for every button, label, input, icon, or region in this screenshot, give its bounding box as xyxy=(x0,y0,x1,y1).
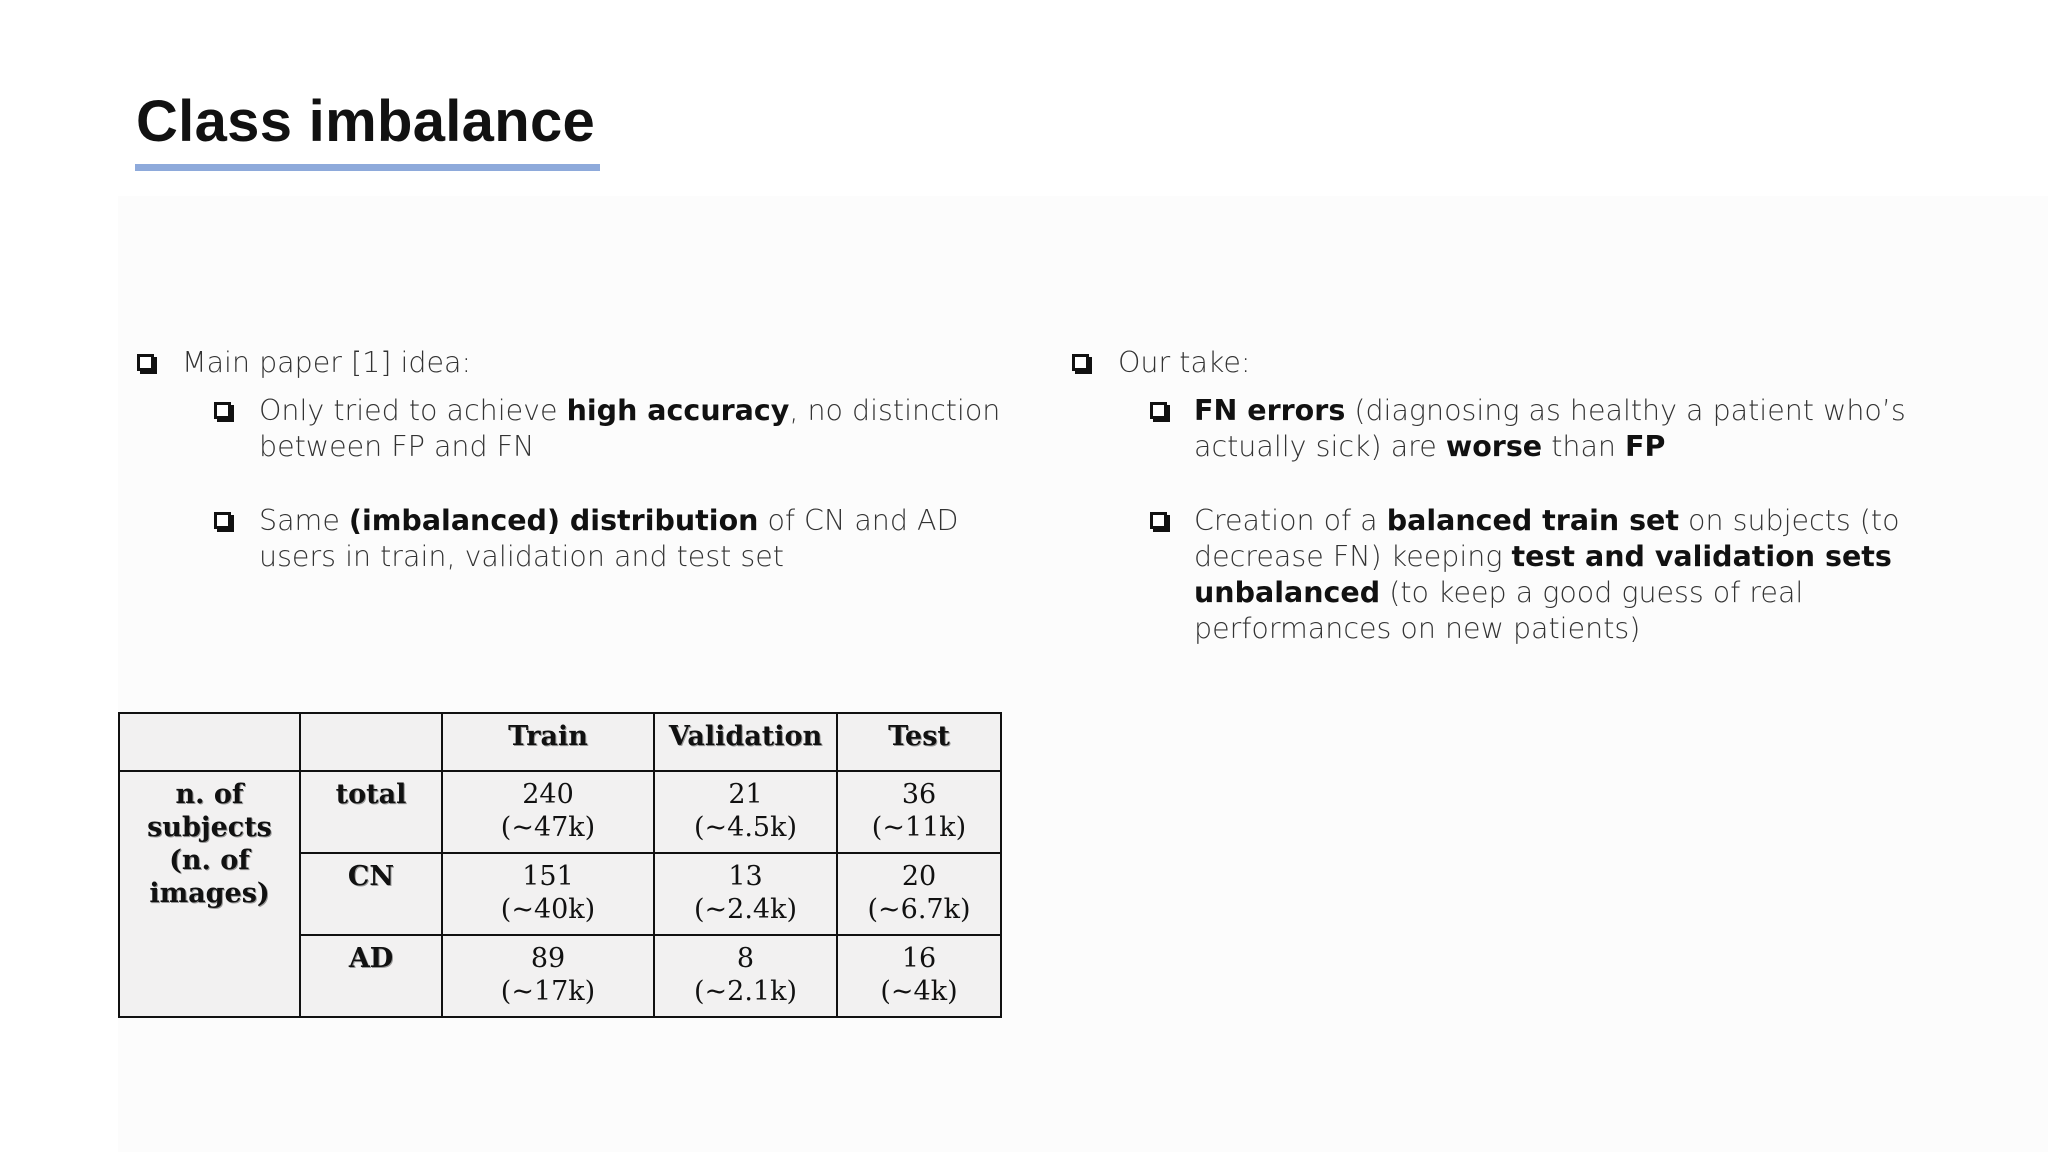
cell-value: 21 (~4.5k) xyxy=(694,779,797,843)
table-empty-cell xyxy=(300,713,442,771)
checkbox-bullet-icon xyxy=(1150,402,1167,419)
subjects-table xyxy=(118,712,1002,1018)
group-label: n. of subjects (n. of images) xyxy=(147,779,272,909)
table-cell xyxy=(654,853,837,935)
column-header-validation: Validation xyxy=(654,713,837,771)
checkbox-bullet-icon xyxy=(137,354,154,371)
row-label: total xyxy=(300,771,442,853)
text-run: (to keep a good guess of real performances on new patients) xyxy=(1194,576,1804,645)
table-cell xyxy=(442,935,654,1017)
cell-value: 89 (~17k) xyxy=(500,943,596,1007)
text-run: Only tried to achieve xyxy=(259,394,567,427)
cell-value: 16 (~4k) xyxy=(880,943,958,1007)
text-run: Same xyxy=(259,504,349,537)
bold-text: test and validation sets unbalanced xyxy=(1194,540,1892,609)
checkbox-bullet-icon xyxy=(1150,512,1167,529)
checkbox-bullet-icon xyxy=(1072,354,1089,371)
table-empty-cell xyxy=(119,713,300,771)
text-run: Creation of a xyxy=(1194,504,1387,537)
text-run: on subjects (to decrease FN) keeping xyxy=(1194,504,1900,573)
bold-text: balanced train set xyxy=(1386,504,1679,537)
text-run: of CN and AD users in train, validation and test set xyxy=(259,504,959,573)
left-heading: Main paper [1] idea: xyxy=(182,346,472,379)
table-row xyxy=(119,771,1001,853)
table-cell xyxy=(442,771,654,853)
bold-text: FN errors xyxy=(1194,394,1346,427)
cell-value: 20 (~6.7k) xyxy=(867,861,971,925)
right-heading: Our take: xyxy=(1118,346,1251,379)
cell-value: 8 (~2.1k) xyxy=(694,943,797,1007)
bold-text: worse xyxy=(1445,430,1543,463)
cell-value: 151 (~40k) xyxy=(500,861,596,925)
slide-title: Class imbalance xyxy=(136,89,596,154)
column-header-train: Train xyxy=(442,713,654,771)
table-cell xyxy=(837,935,1001,1017)
cell-value: 36 (~11k) xyxy=(871,779,967,843)
cell-value: 13 (~2.4k) xyxy=(694,861,797,925)
title-underline xyxy=(135,164,600,171)
table-header-row xyxy=(119,713,1001,771)
text-run: (diagnosing as healthy a patient who’s actually sick) are xyxy=(1194,394,1906,463)
bold-text: high accuracy xyxy=(566,394,790,427)
checkbox-bullet-icon xyxy=(214,512,231,529)
table-cell xyxy=(654,935,837,1017)
row-label: CN xyxy=(300,853,442,935)
left-bullet-1 xyxy=(259,393,1029,465)
left-bullet-2 xyxy=(259,503,979,575)
row-label: AD xyxy=(300,935,442,1017)
checkbox-bullet-icon xyxy=(214,402,231,419)
right-bullet-1 xyxy=(1194,393,1954,465)
table-cell xyxy=(837,853,1001,935)
table-cell xyxy=(837,771,1001,853)
right-bullet-2 xyxy=(1194,503,1944,647)
text-run: than xyxy=(1542,430,1626,463)
group-label-cell xyxy=(119,771,300,1017)
table-cell xyxy=(654,771,837,853)
bold-text: FP xyxy=(1625,430,1666,463)
bold-text: (imbalanced) distribution xyxy=(348,504,759,537)
column-header-test: Test xyxy=(837,713,1001,771)
table-cell xyxy=(442,853,654,935)
text-run: , no distinction between FP and FN xyxy=(259,394,1001,463)
cell-value: 240 (~47k) xyxy=(500,779,596,843)
